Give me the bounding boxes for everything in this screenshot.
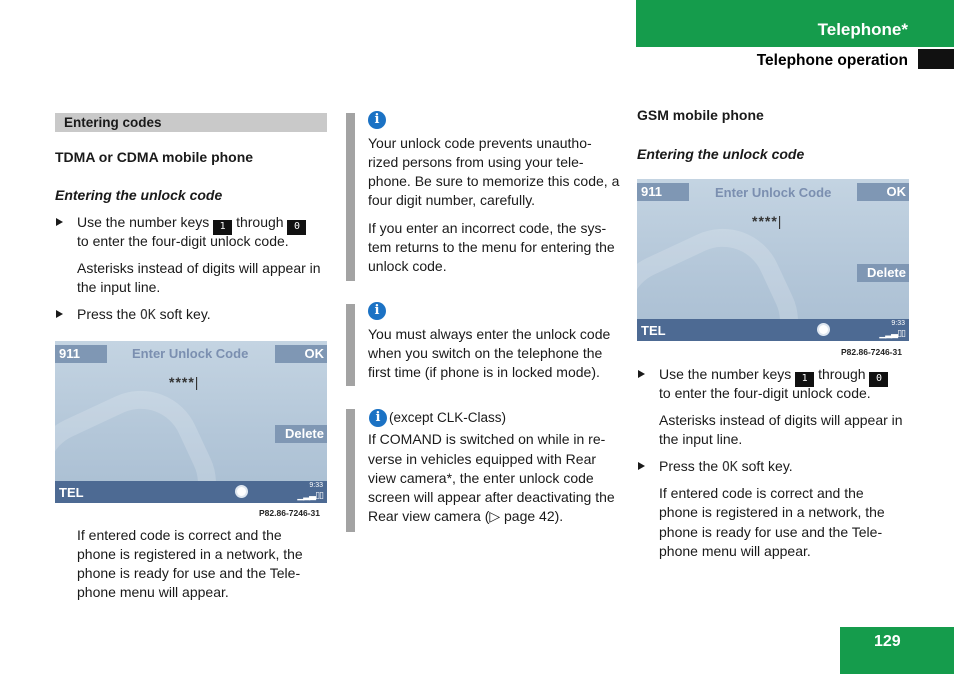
screen-tel-label: TEL <box>641 323 666 338</box>
screen-code: **** <box>169 374 195 390</box>
gsm-heading: GSM mobile phone <box>637 107 764 123</box>
info-line: view camera*, the enter unlock code <box>368 470 594 486</box>
result-line: phone is ready for use and the Tele- <box>659 524 883 540</box>
ok-key-label: OK <box>722 460 738 475</box>
screen-delete-button: Delete <box>857 264 909 282</box>
unlock-subheading: Entering the unlock code <box>55 187 223 203</box>
info-scope-label: (except CLK-Class) <box>389 410 507 425</box>
info-line: when you switch on the telephone the <box>368 345 603 361</box>
result-line: phone is registered in a network, the <box>659 504 885 520</box>
unlock-subheading: Entering the unlock code <box>637 146 805 162</box>
info-line: Your unlock code prevents unautho- <box>368 135 592 151</box>
result-line: If entered code is correct and the <box>659 485 864 501</box>
info-line: rized persons from using your tele- <box>368 154 584 170</box>
key-1: 1 <box>213 220 232 235</box>
screen-number-field: 911 <box>55 345 107 363</box>
info-line: unlock code. <box>368 258 447 274</box>
info-line: phone. Be sure to memorize this code, a <box>368 173 620 189</box>
result-line: phone is registered in a network, the <box>77 546 303 562</box>
through-text: through <box>818 366 866 382</box>
info-line: If COMAND is switched on while in re- <box>368 431 606 447</box>
signal-strength-icon: ▁▂▃▯▯ <box>297 490 323 500</box>
screen-code: **** <box>752 213 778 229</box>
screen-number-field: 911 <box>637 183 689 201</box>
result-line: phone is ready for use and the Tele- <box>77 565 301 581</box>
section-title: Telephone operation <box>756 52 908 69</box>
screen-ok-button: OK <box>857 183 909 201</box>
tdma-heading: TDMA or CDMA mobile phone <box>55 149 254 165</box>
bullet-arrow-icon <box>638 370 645 378</box>
step-text: Press the <box>659 458 719 474</box>
info-line: first time (if phone is in locked mode). <box>368 364 600 380</box>
info-bar <box>346 409 355 532</box>
screen-code-field: ****| <box>169 374 200 390</box>
screen-ok-button: OK <box>275 345 327 363</box>
note-line: Asterisks instead of digits will appear in <box>77 260 321 276</box>
step-text: Use the number keys <box>77 214 210 230</box>
center-knob-icon <box>817 323 830 336</box>
chapter-title: Telephone* <box>817 20 908 39</box>
screen-title: Enter Unlock Code <box>132 346 249 361</box>
key-0: 0 <box>287 220 306 235</box>
step-text: Press the <box>77 306 137 322</box>
result-line: phone menu will appear. <box>77 584 229 600</box>
header-marker <box>918 49 954 69</box>
screen-status-bar <box>55 481 327 503</box>
info-icon: i <box>368 302 386 320</box>
info-line: You must always enter the unlock code <box>368 326 611 342</box>
ok-key-label: OK <box>140 308 156 323</box>
info-line: verse in vehicles equipped with Rear <box>368 451 597 467</box>
key-0: 0 <box>869 372 888 387</box>
key-1: 1 <box>795 372 814 387</box>
screen-time: 9:33 <box>891 320 905 327</box>
signal-strength-icon: ▁▂▃▯▯ <box>879 328 905 338</box>
unlock-screen-left <box>55 341 327 503</box>
through-text: through <box>236 214 284 230</box>
step-press-ok <box>659 457 793 477</box>
bullet-arrow-icon <box>638 462 645 470</box>
note-line: the input line. <box>77 279 161 295</box>
screen-delete-button: Delete <box>275 425 327 443</box>
info-line: screen will appear after deactivating the <box>368 489 615 505</box>
info-icon: i <box>368 111 386 129</box>
center-knob-icon <box>235 485 248 498</box>
result-line: phone menu will appear. <box>659 543 811 559</box>
result-line: If entered code is correct and the <box>77 527 282 543</box>
step-text-2: to enter the four-digit unlock code. <box>77 233 289 249</box>
screen-status-bar <box>637 319 909 341</box>
section-bar: Entering codes <box>55 113 327 132</box>
info-bar <box>346 113 355 281</box>
page-number: 129 <box>874 633 901 650</box>
info-bar <box>346 304 355 386</box>
info-line: tem returns to the menu for entering the <box>368 239 615 255</box>
info-icon: i <box>369 409 387 427</box>
bullet-arrow-icon <box>56 310 63 318</box>
info-line: Rear view camera (▷ page 42). <box>368 508 564 524</box>
unlock-screen-right <box>637 179 909 341</box>
figure-caption: P82.86-7246-31 <box>841 347 902 357</box>
step-text: Use the number keys <box>659 366 792 382</box>
info-line: If you enter an incorrect code, the sys- <box>368 220 607 236</box>
note-line: Asterisks instead of digits will appear in <box>659 412 903 428</box>
figure-caption: P82.86-7246-31 <box>259 508 320 518</box>
step-text: soft key. <box>159 306 211 322</box>
note-line: the input line. <box>659 431 743 447</box>
step-press-ok <box>77 305 211 325</box>
screen-time: 9:33 <box>309 482 323 489</box>
step-text: soft key. <box>741 458 793 474</box>
screen-title: Enter Unlock Code <box>715 185 832 200</box>
screen-tel-label: TEL <box>59 485 84 500</box>
bullet-arrow-icon <box>56 218 63 226</box>
info-line: four digit number, carefully. <box>368 192 536 208</box>
step-text-2: to enter the four-digit unlock code. <box>659 385 871 401</box>
screen-code-field: ****| <box>752 213 783 229</box>
